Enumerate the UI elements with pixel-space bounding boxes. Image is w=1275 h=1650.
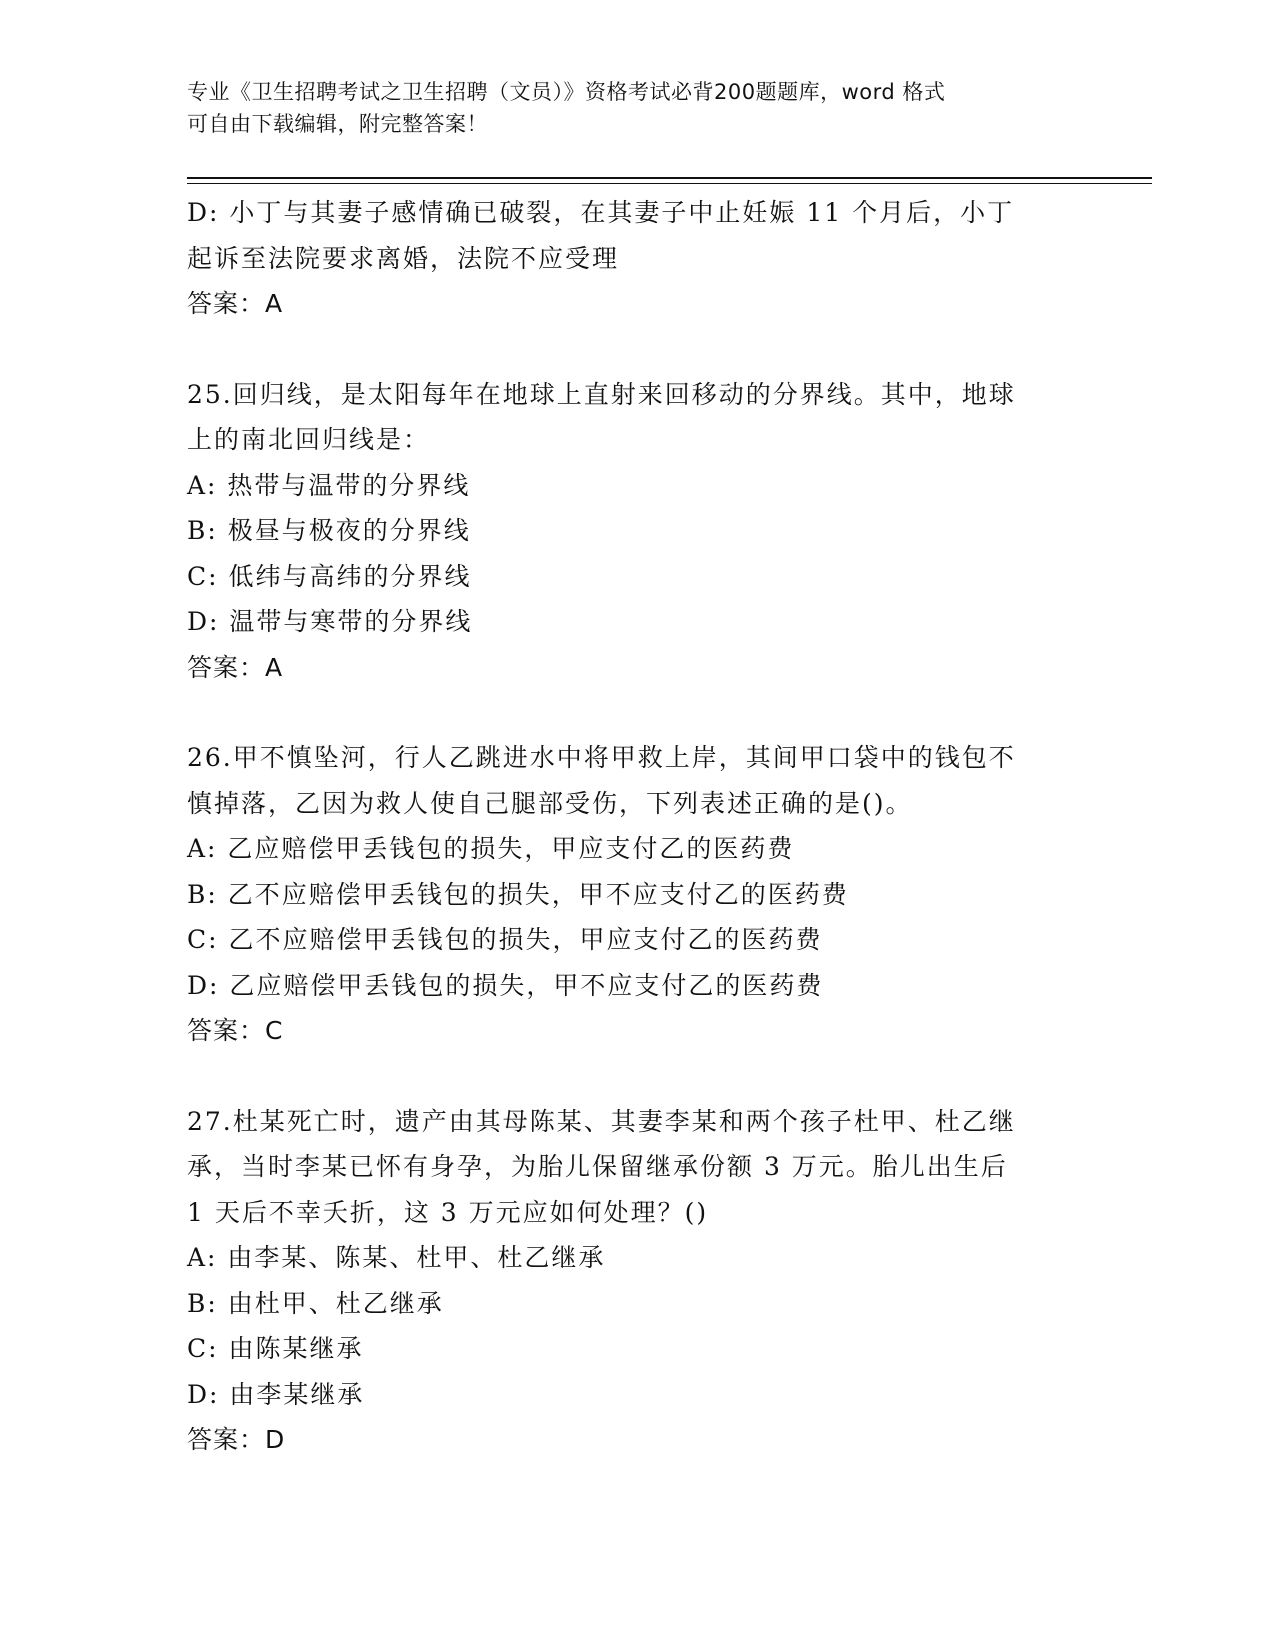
option-a: A: 热带与温带的分界线: [187, 470, 471, 500]
question-26: [187, 735, 1087, 1054]
question-27: [187, 1099, 1087, 1463]
option-c: C: 低纬与高纬的分界线: [187, 561, 472, 591]
document-header: [187, 76, 1067, 140]
question-stem-line-1: 27.杜某死亡时，遗产由其母陈某、其妻李某和两个孩子杜甲、杜乙继: [187, 1106, 1016, 1136]
question-stem-line-2: 承，当时李某已怀有身孕，为胎儿保留继承份额 3 万元。胎儿出生后: [187, 1152, 1008, 1181]
header-rule-thin: [187, 183, 1152, 184]
answer-line: 答案：A: [187, 289, 284, 318]
option-d: D: 温带与寒带的分界线: [187, 607, 473, 636]
option-b: B: 由杜甲、杜乙继承: [187, 1288, 444, 1318]
option-d: D: 由李某继承: [187, 1379, 365, 1409]
answer-line: 答案：A: [187, 652, 284, 682]
question-stem-line-2: 上的南北回归线是：: [187, 425, 431, 454]
option-a: A: 乙应赔偿甲丢钱包的损失，甲应支付乙的医药费: [187, 834, 795, 863]
option-d: D: 乙应赔偿甲丢钱包的损失，甲不应支付乙的医药费: [187, 970, 824, 1000]
header-rule-thick: [187, 177, 1152, 179]
question-25: [187, 372, 1087, 691]
question-stem-line-1: 26.甲不慎坠河，行人乙跳进水中将甲救上岸，其间甲口袋中的钱包不: [187, 743, 1016, 772]
option-b: B: 乙不应赔偿甲丢钱包的损失，甲不应支付乙的医药费: [187, 879, 849, 909]
option-b: B: 极昼与极夜的分界线: [187, 516, 471, 545]
option-a: A: 由李某、陈某、杜甲、杜乙继承: [187, 1243, 606, 1272]
option-c: C: 由陈某继承: [187, 1334, 364, 1363]
answer-line: 答案：D: [187, 1425, 286, 1454]
option-c: C: 乙不应赔偿甲丢钱包的损失，甲应支付乙的医药费: [187, 925, 823, 954]
question-stem-line-1: 25.回归线，是太阳每年在地球上直射来回移动的分界线。其中，地球: [187, 379, 1016, 409]
question-24-continued: [187, 190, 1087, 327]
answer-line: 答案：C: [187, 1016, 284, 1045]
question-stem-line-3: 1 天后不幸夭折，这 3 万元应如何处理？(): [187, 1197, 709, 1227]
question-stem-line-2: 慎掉落，乙因为救人使自己腿部受伤，下列表述正确的是()。: [187, 788, 913, 818]
option-d-line-2: 起诉至法院要求离婚，法院不应受理: [187, 243, 620, 273]
header-line-1: 专业《卫生招聘考试之卫生招聘（文员）》资格考试必背200题题库，word 格式: [187, 80, 946, 104]
option-d-line-1: D: 小丁与其妻子感情确已破裂，在其妻子中止妊娠 11 个月后，小丁: [187, 198, 1015, 227]
question-content: [187, 190, 1087, 1463]
header-line-2: 可自由下载编辑，附完整答案！: [187, 112, 488, 136]
